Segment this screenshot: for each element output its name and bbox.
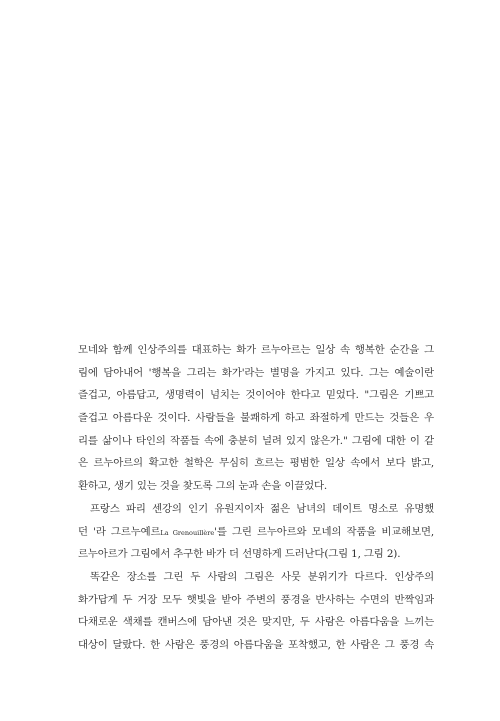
text-segment: 던 '라 그르누예르 <box>78 525 161 538</box>
text-line: 프랑스 파리 센강의 인기 유원지이자 젊은 남녀의 데이트 명소로 유명했 <box>90 502 434 515</box>
text-line: 화가답게 두 거장 모두 햇빛을 받아 주변의 풍경을 반사하는 수면의 반짝임과 <box>78 593 434 606</box>
text-line: 모네와 함께 인상주의를 대표하는 화가 르누아르는 일상 속 행복한 순간을 그 <box>78 344 434 356</box>
text-line: 은 르누아르의 확고한 철학은 무심히 흐르는 평범한 일상 속에서 보다 밝고, <box>78 457 434 470</box>
text-line: 르누아르가 그림에서 추구한 바가 더 선명하게 드러난다(그림 1, 그림 2). <box>78 548 401 561</box>
paragraph-3 <box>78 566 434 657</box>
paragraph-1 <box>78 339 434 498</box>
text-line: 즐겁고 아름다운 것이다. 사람들을 불쾌하게 하고 좌절하게 만드는 것들은 우 <box>78 412 434 425</box>
text-line: 즐겁고, 아름답고, 생명력이 넘치는 것이어야 한다고 믿었다. "그림은 기쁘고 <box>78 389 434 402</box>
text-line: 리를 삶이나 타인의 작품들 속에 충분히 널려 있지 않은가." 그림에 대한 이 같 <box>78 434 434 447</box>
text-line: 환하고, 생기 있는 것을 찾도록 그의 눈과 손을 이끌었다. <box>78 480 328 493</box>
painting-title-original: La Grenouillère <box>160 528 215 537</box>
text-line: 림에 담아내어 '행복을 그리는 화가'라는 별명을 가지고 있다. 그는 예술이란 <box>78 366 434 379</box>
body-text <box>78 339 434 657</box>
paragraph-2 <box>78 498 434 566</box>
text-line <box>78 521 434 544</box>
text-line: 대상이 달랐다. 한 사람은 풍경의 아름다움을 포착했고, 한 사람은 그 풍경 속 <box>78 638 434 651</box>
text-segment: '를 그린 르누아르와 모네의 작품을 비교해보면, <box>214 525 434 538</box>
text-line: 다채로운 색채를 캔버스에 담아낸 것은 맞지만, 두 사람은 아름다움을 느끼는 <box>78 616 434 629</box>
text-line: 똑같은 장소를 그린 두 사람의 그림은 사뭇 분위기가 다르다. 인상주의 <box>90 570 434 583</box>
